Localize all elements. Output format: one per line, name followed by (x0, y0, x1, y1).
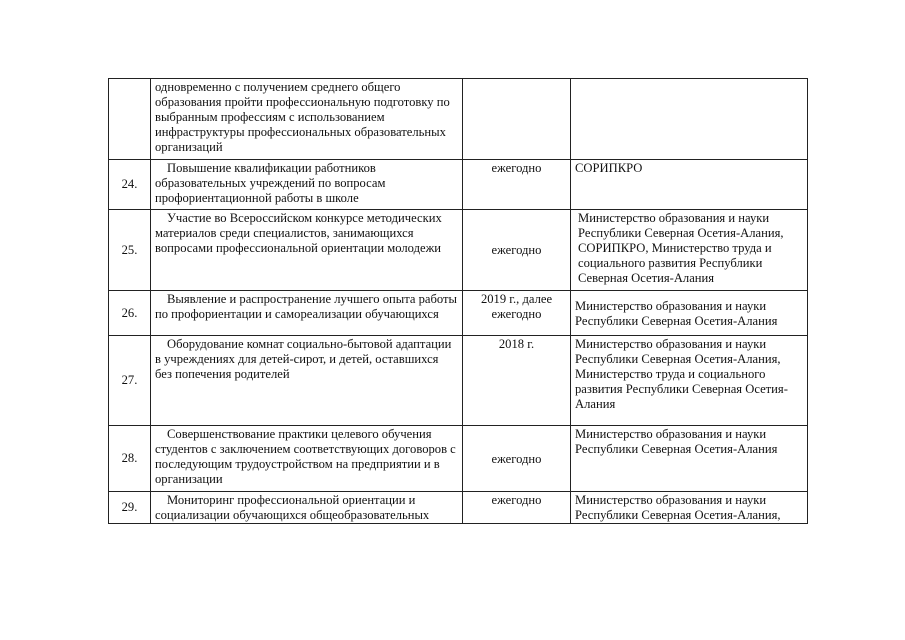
activity-text: Выявление и распространение лучшего опыта работы по профориентации и самореализации обучающихся (155, 292, 458, 321)
row-number: 25. (109, 210, 151, 291)
responsible-cell (571, 291, 808, 336)
activity-text: Совершенствование практики целевого обучения студентов с заключением соответствующих договоров с последующим трудоустройством на предприятии и в организации (155, 427, 456, 486)
row-number: 26. (109, 291, 151, 336)
responsible-text: Министерство образования и науки Республики Северная Осетия-Алания, СОРИПКРО, Министерство труда и социального развития Республики Северная Осетия-Алания (578, 211, 784, 285)
responsible-cell (571, 426, 808, 492)
term-cell: ежегодно (463, 210, 571, 291)
responsible-cell (571, 336, 808, 426)
responsible-cell (571, 210, 808, 291)
activity-cell (151, 160, 463, 210)
activity-cell (151, 492, 463, 524)
activity-cell (151, 79, 463, 160)
term-cell (463, 79, 571, 160)
row-number: 28. (109, 426, 151, 492)
table-row (109, 291, 808, 336)
activity-cell (151, 426, 463, 492)
responsible-text: Министерство образования и науки Республики Северная Осетия-Алания, (575, 493, 781, 522)
row-number: 29. (109, 492, 151, 524)
table-row (109, 79, 808, 160)
table-row (109, 336, 808, 426)
responsible-text: Министерство образования и науки Республики Северная Осетия-Алания (575, 298, 778, 328)
row-number (109, 79, 151, 160)
activity-text: Мониторинг профессиональной ориентации и социализации обучающихся общеобразовательных (155, 493, 430, 522)
term-cell: 2018 г. (463, 336, 571, 426)
responsible-text: СОРИПКРО (575, 161, 643, 175)
activity-text: Оборудование комнат социально-бытовой адаптации в учреждениях для детей-сирот, и детей, оставшихся без попечения родителей (155, 337, 452, 381)
responsible-cell (571, 160, 808, 210)
row-number: 27. (109, 336, 151, 426)
responsible-text: Министерство образования и науки Республики Северная Осетия-Алания, Министерство труда и социального развития Республики Северная Осетия-Алания (575, 337, 788, 411)
action-plan-table (108, 78, 808, 524)
row-number: 24. (109, 160, 151, 210)
activity-cell (151, 210, 463, 291)
table-row (109, 426, 808, 492)
activity-text: одновременно с получением среднего общего образования пройти профессиональную подготовку по выбранным профессиям с использованием инфраструктуры профессиональных образовательных организаций (155, 80, 450, 154)
responsible-text: Министерство образования и науки Республики Северная Осетия-Алания (575, 427, 778, 456)
activity-text: Повышение квалификации работников образовательных учреждений по вопросам профориентационной работы в школе (155, 161, 386, 205)
activity-cell (151, 291, 463, 336)
table-row (109, 210, 808, 291)
term-cell: ежегодно (463, 426, 571, 492)
responsible-cell (571, 492, 808, 524)
activity-cell (151, 336, 463, 426)
activity-text: Участие во Всероссийском конкурсе методических материалов среди специалистов, занимающихся вопросами профессиональной ориентации молодежи (155, 211, 442, 255)
responsible-cell (571, 79, 808, 160)
term-cell: 2019 г., далее ежегодно (463, 291, 571, 336)
term-cell: ежегодно (463, 492, 571, 524)
table-row (109, 492, 808, 524)
term-cell: ежегодно (463, 160, 571, 210)
table-row (109, 160, 808, 210)
